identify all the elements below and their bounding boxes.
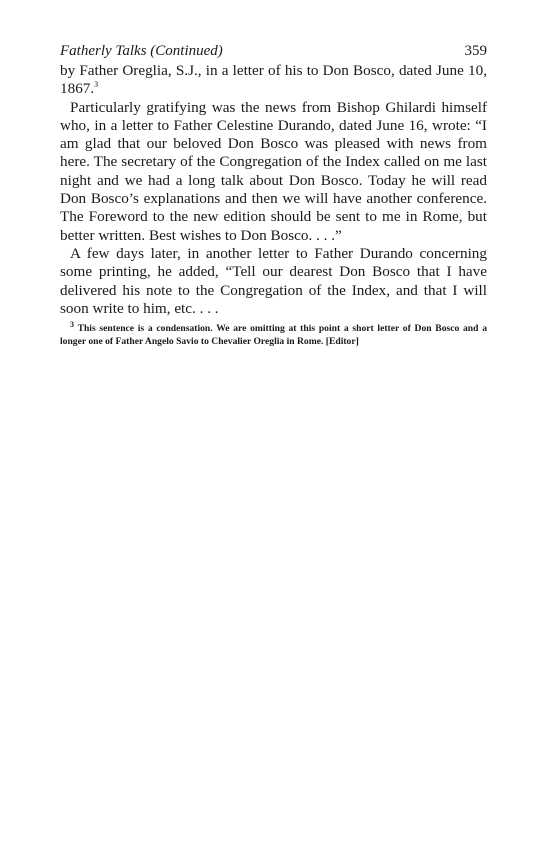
paragraph-1-text: by Father Oreglia, S.J., in a letter of his to Don Bosco, dated June 10, 1867. [60,62,487,98]
running-head [60,42,487,60]
body-text [60,62,487,318]
paragraph-1 [60,62,487,99]
page-number: 359 [464,43,487,59]
footnote-marker: 3 [70,319,74,329]
paragraph-2: Particularly gratifying was the news from Bishop Ghilardi himself who, in a letter to Father Celestine Durando, dated June 16, wrote: “I am glad that our beloved Don Bosco was pleased with news from here. The secretary of the Congregation of the Index called on me last night and we had a long talk about Don Bosco. Today he will read Don Bosco’s explanations and then we will have another conference. The Foreword to the new edition should be sent to me in Rome, but better written. Best wishes to Don Bosco. . . .” [60,98,487,244]
footnote-reference: 3 [94,80,99,90]
paragraph-3: A few days later, in another letter to Father Durando concerning some printing, he added, “Tell our dearest Don Bosco that I have delivered his note to the Congregation of the Index, and that I will soon write to him, etc. . . . [60,244,487,317]
running-title: Fatherly Talks (Continued) [60,43,223,59]
book-page [60,42,487,348]
footnote [60,319,487,348]
footnote-text: This sentence is a condensation. We are omitting at this point a short letter of Don Bosco and a longer one of Father Angelo Savio to Chevalier Oreglia in Rome. [Editor] [60,323,487,347]
